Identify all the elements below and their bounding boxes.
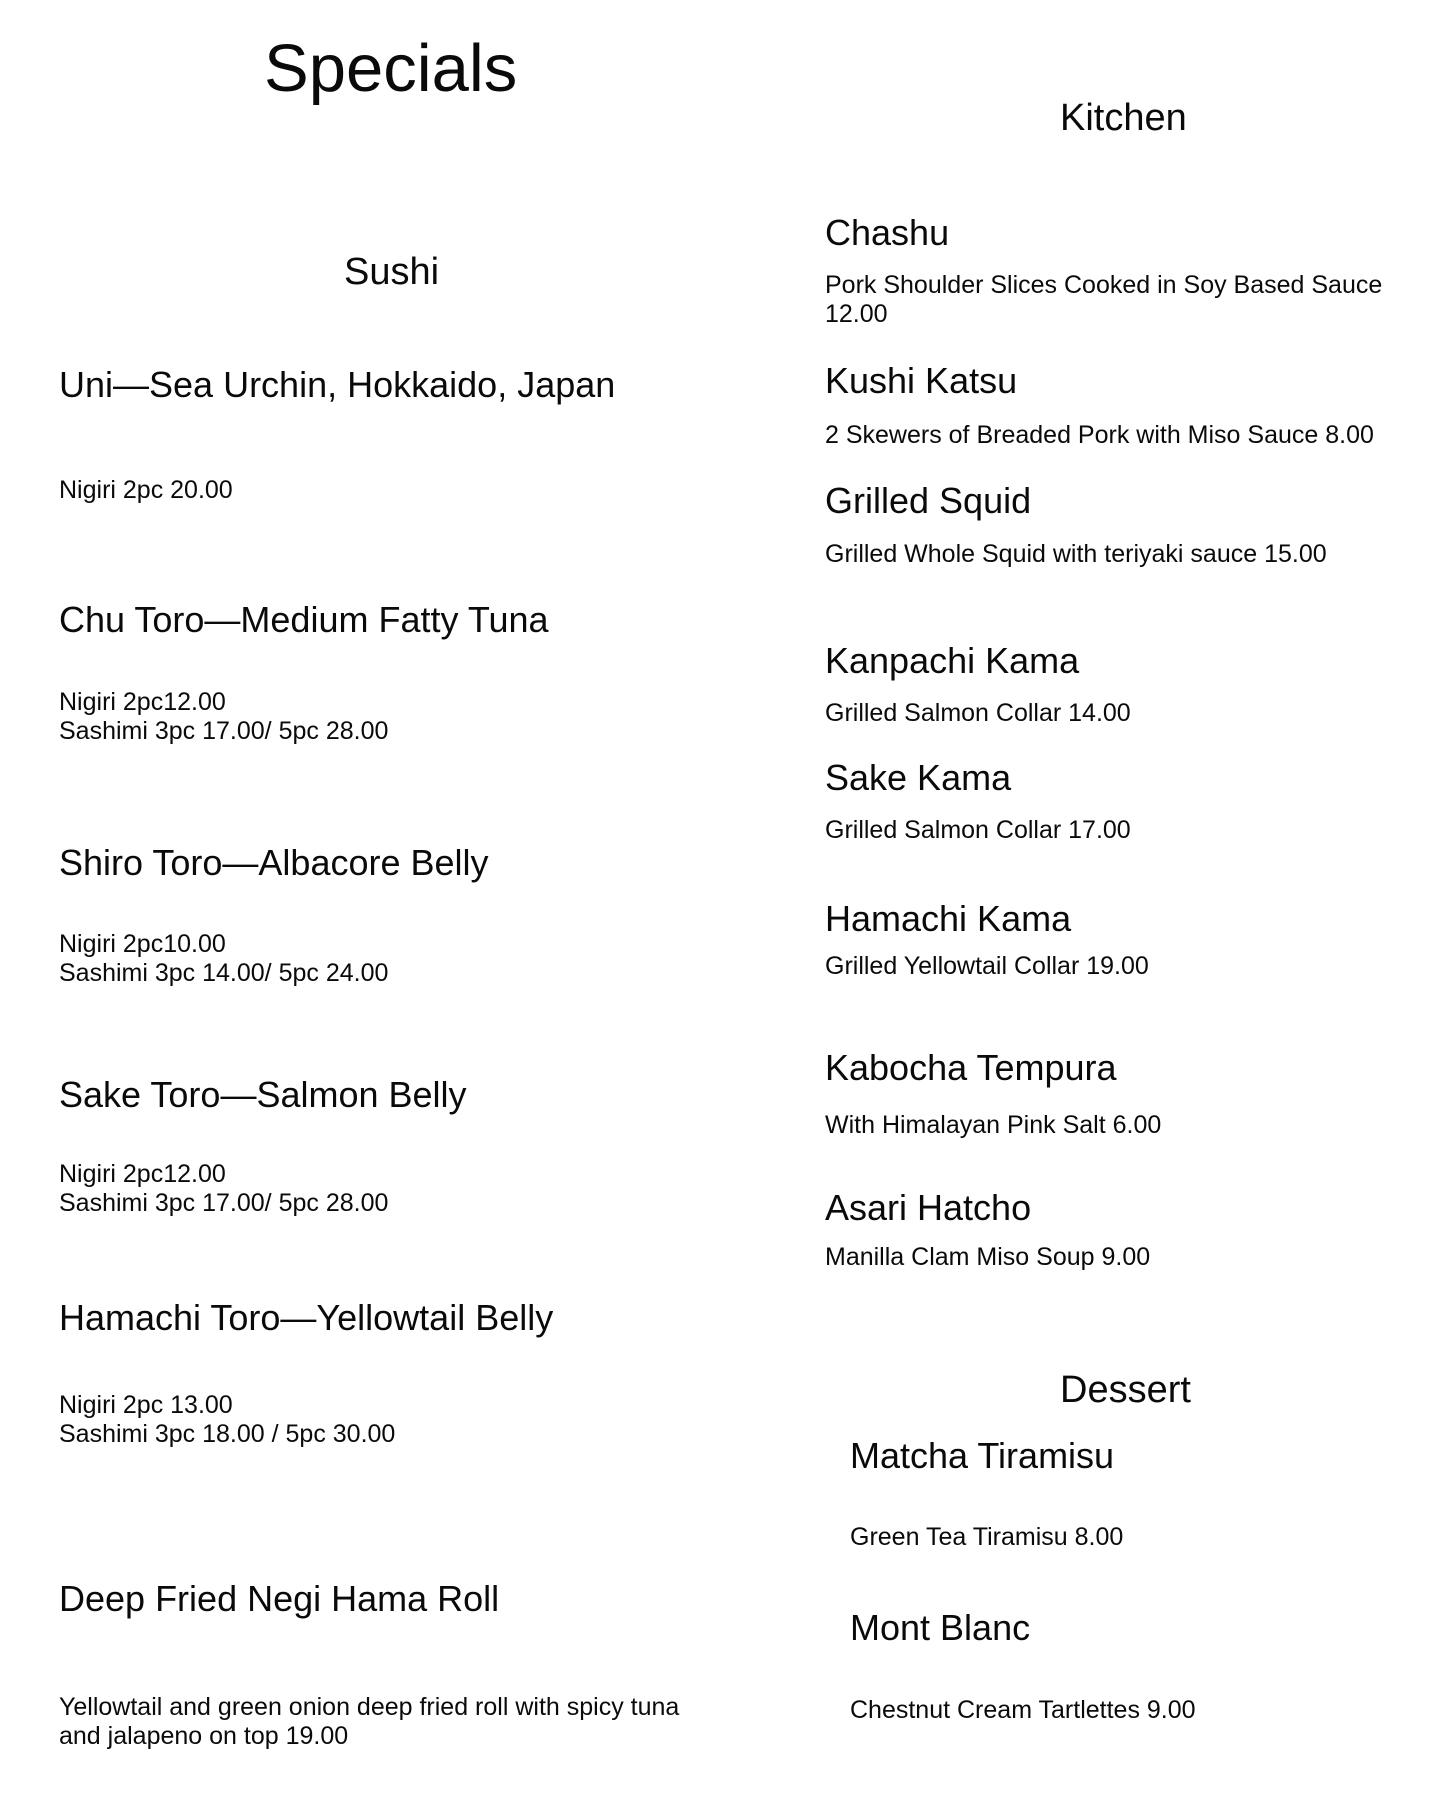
sushi-item-line: Sashimi 3pc 17.00/ 5pc 28.00 [59, 1189, 389, 1217]
kitchen-item-name: Sake Kama [825, 757, 1012, 798]
dessert-item-name: Matcha Tiramisu [850, 1435, 1115, 1476]
kitchen-item-line: 12.00 [825, 300, 888, 328]
sushi-item-name: Hamachi Toro—Yellowtail Belly [59, 1297, 554, 1338]
sushi-item-line: and jalapeno on top 19.00 [59, 1722, 349, 1750]
kitchen-item-name: Hamachi Kama [825, 898, 1072, 939]
kitchen-item-desc [825, 271, 1382, 329]
sushi-item-line: Nigiri 2pc12.00 [59, 688, 226, 716]
sushi-item-line: Nigiri 2pc 13.00 [59, 1391, 233, 1419]
sushi-item-line: Nigiri 2pc 20.00 [59, 476, 233, 504]
sushi-item-desc [59, 1391, 395, 1449]
kitchen-item-desc [825, 952, 1149, 981]
kitchen-item-desc [825, 540, 1327, 569]
dessert-item-desc [850, 1696, 1196, 1725]
sushi-heading: Sushi [344, 251, 440, 293]
kitchen-item-desc [825, 421, 1374, 450]
sushi-item-desc [59, 476, 233, 505]
kitchen-item-name: Kushi Katsu [825, 360, 1018, 401]
sushi-item-name: Shiro Toro—Albacore Belly [59, 842, 489, 883]
kitchen-item-line: 2 Skewers of Breaded Pork with Miso Sauce 8.00 [825, 421, 1374, 449]
dessert-item-desc [850, 1523, 1123, 1552]
kitchen-item-desc [825, 816, 1131, 845]
sushi-item-line: Nigiri 2pc12.00 [59, 1160, 226, 1188]
kitchen-item-line: Manilla Clam Miso Soup 9.00 [825, 1243, 1151, 1271]
sushi-item-line: Sashimi 3pc 17.00/ 5pc 28.00 [59, 717, 389, 745]
sushi-item-name: Sake Toro—Salmon Belly [59, 1074, 467, 1115]
kitchen-item-line: With Himalayan Pink Salt 6.00 [825, 1111, 1162, 1139]
sushi-item-name: Deep Fried Negi Hama Roll [59, 1578, 500, 1619]
kitchen-item-desc [825, 1243, 1150, 1272]
kitchen-item-name: Kanpachi Kama [825, 640, 1080, 681]
sushi-item-name: Uni—Sea Urchin, Hokkaido, Japan [59, 364, 616, 405]
kitchen-item-desc [825, 1111, 1161, 1140]
sushi-item-line: Sashimi 3pc 18.00 / 5pc 30.00 [59, 1420, 396, 1448]
sushi-item-desc [59, 1160, 388, 1218]
sushi-item-desc [59, 688, 388, 746]
kitchen-item-name: Grilled Squid [825, 480, 1032, 521]
sushi-item-line: Sashimi 3pc 14.00/ 5pc 24.00 [59, 959, 389, 987]
sushi-item-name: Chu Toro—Medium Fatty Tuna [59, 599, 549, 640]
page-title: Specials [264, 31, 518, 106]
sushi-item-desc [59, 930, 388, 988]
dessert-item-name: Mont Blanc [850, 1607, 1031, 1648]
sushi-item-line: Yellowtail and green onion deep fried roll with spicy tuna [59, 1693, 680, 1721]
kitchen-item-desc [825, 699, 1131, 728]
kitchen-item-line: Grilled Whole Squid with teriyaki sauce 15.00 [825, 540, 1327, 568]
kitchen-heading: Kitchen [1060, 97, 1187, 139]
kitchen-item-name: Asari Hatcho [825, 1187, 1032, 1228]
kitchen-item-line: Grilled Yellowtail Collar 19.00 [825, 952, 1149, 980]
dessert-item-line: Chestnut Cream Tartlettes 9.00 [850, 1696, 1196, 1724]
dessert-item-line: Green Tea Tiramisu 8.00 [850, 1523, 1124, 1551]
kitchen-item-name: Chashu [825, 212, 950, 253]
kitchen-item-line: Grilled Salmon Collar 14.00 [825, 699, 1131, 727]
sushi-item-desc [59, 1693, 679, 1751]
kitchen-item-name: Kabocha Tempura [825, 1047, 1117, 1088]
kitchen-item-line: Pork Shoulder Slices Cooked in Soy Based Sauce [825, 271, 1383, 299]
sushi-item-line: Nigiri 2pc10.00 [59, 930, 226, 958]
dessert-heading: Dessert [1060, 1369, 1191, 1411]
kitchen-item-line: Grilled Salmon Collar 17.00 [825, 816, 1131, 844]
